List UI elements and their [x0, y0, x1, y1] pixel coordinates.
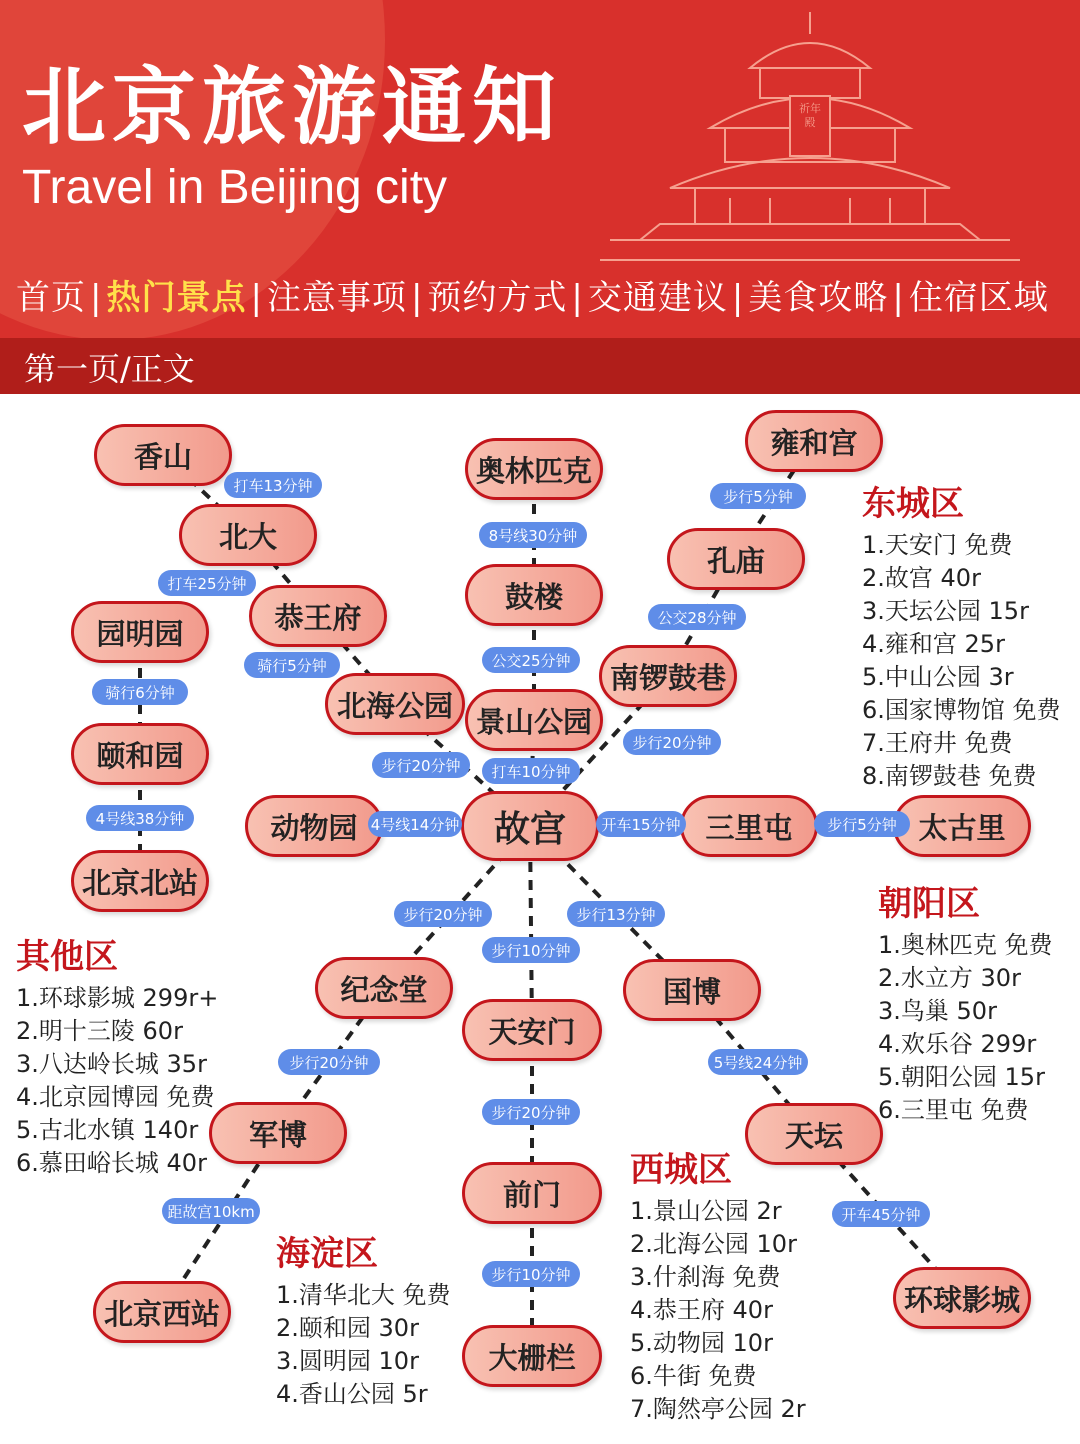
node-tiananmen[interactable]: 天安门 — [462, 999, 602, 1061]
page-label-bar — [0, 338, 1080, 394]
route-label: 步行20分钟 — [372, 752, 470, 778]
route-label: 步行5分钟 — [710, 483, 806, 509]
node-olympic[interactable]: 奥林匹克 — [465, 438, 603, 500]
district-item: 4.雍和宫 25r — [862, 630, 1005, 658]
route-label: 步行5分钟 — [814, 811, 910, 837]
district-item: 1.清华北大 免费 — [276, 1281, 451, 1309]
node-yiheyuan[interactable]: 颐和园 — [71, 723, 209, 785]
node-universal[interactable]: 环球影城 — [893, 1267, 1031, 1329]
nav-item-lodging[interactable]: 住宿区域 — [908, 278, 1049, 318]
district-item: 3.天坛公园 15r — [862, 597, 1029, 625]
district-title: 海淀区 — [276, 1234, 378, 1274]
page-subtitle: Travel in Beijing city — [22, 161, 448, 214]
node-jingshan[interactable]: 景山公园 — [465, 689, 603, 751]
route-label: 步行20分钟 — [623, 729, 721, 755]
node-beijingbei[interactable]: 北京北站 — [71, 850, 209, 912]
district-item: 3.八达岭长城 35r — [16, 1050, 207, 1078]
temple-of-heaven-illustration — [600, 8, 1020, 272]
nav-item-home[interactable]: 首页 — [16, 278, 86, 318]
district-item: 8.南锣鼓巷 免费 — [862, 762, 1037, 790]
district-item: 5.朝阳公园 15r — [878, 1063, 1045, 1091]
header-banner — [0, 0, 1080, 338]
node-gulou[interactable]: 鼓楼 — [465, 564, 603, 626]
route-label: 开车15分钟 — [596, 811, 686, 837]
district-title: 朝阳区 — [878, 884, 980, 924]
node-beida[interactable]: 北大 — [179, 504, 317, 566]
nav-item-food[interactable]: 美食攻略 — [748, 278, 889, 318]
district-item: 4.香山公园 5r — [276, 1380, 428, 1408]
route-label: 4号线38分钟 — [86, 805, 194, 831]
district-item: 6.牛街 免费 — [630, 1362, 757, 1390]
top-nav: 首页|热门景点 | 注意事项 | 预约方式 | 交通建议 | 美食攻略 | 住宿区域 — [16, 270, 1049, 319]
node-kongmiao[interactable]: 孔庙 — [667, 528, 805, 590]
node-junbo[interactable]: 军博 — [209, 1102, 347, 1164]
district-item: 4.恭王府 40r — [630, 1296, 773, 1324]
node-beijingxi[interactable]: 北京西站 — [93, 1281, 231, 1343]
node-sanlitun[interactable]: 三里屯 — [680, 795, 818, 857]
district-title: 西城区 — [630, 1150, 732, 1190]
district-item: 5.动物园 10r — [630, 1329, 773, 1357]
district-item: 6.国家博物馆 免费 — [862, 696, 1061, 724]
route-label: 4号线14分钟 — [368, 811, 462, 837]
district-item: 3.什刹海 免费 — [630, 1263, 781, 1291]
route-label: 8号线30分钟 — [479, 522, 587, 548]
route-label: 步行10分钟 — [482, 1261, 580, 1287]
temple-plaque: 祈年殿 — [799, 102, 821, 129]
route-label: 骑行6分钟 — [92, 679, 188, 705]
node-gongwangfu[interactable]: 恭王府 — [249, 585, 387, 647]
district-other — [16, 929, 218, 1180]
nav-item-notes[interactable]: 注意事项 — [266, 278, 407, 318]
route-label: 步行20分钟 — [278, 1049, 380, 1075]
district-item: 4.北京园博园 免费 — [16, 1083, 215, 1111]
page-title: 北京旅游通知 — [22, 58, 563, 156]
district-chaoyang — [878, 876, 1053, 1127]
district-item: 1.景山公园 2r — [630, 1197, 782, 1225]
district-title: 其他区 — [16, 937, 118, 977]
district-item: 6.慕田峪长城 40r — [16, 1149, 207, 1177]
node-zoo[interactable]: 动物园 — [245, 795, 383, 857]
node-qianmen[interactable]: 前门 — [462, 1162, 602, 1224]
route-label: 步行13分钟 — [567, 901, 665, 927]
district-item: 1.奥林匹克 免费 — [878, 931, 1053, 959]
node-yonghegong[interactable]: 雍和宫 — [745, 410, 883, 472]
route-label: 步行20分钟 — [482, 1099, 580, 1125]
route-label: 打车25分钟 — [158, 570, 256, 596]
node-taikooli[interactable]: 太古里 — [893, 795, 1031, 857]
route-label: 5号线24分钟 — [708, 1049, 808, 1075]
node-tiantan[interactable]: 天坛 — [745, 1103, 883, 1165]
nav-item-hot-spots[interactable]: 热门景点 — [106, 278, 247, 318]
district-item: 2.北海公园 10r — [630, 1230, 797, 1258]
district-item: 6.三里屯 免费 — [878, 1096, 1029, 1124]
node-jinian[interactable]: 纪念堂 — [315, 957, 453, 1019]
route-label: 开车45分钟 — [832, 1201, 930, 1227]
node-gugong[interactable]: 故宫 — [461, 791, 599, 861]
district-title: 东城区 — [862, 484, 964, 524]
route-map — [0, 394, 1080, 1444]
district-item: 1.天安门 免费 — [862, 531, 1013, 559]
district-item: 3.圆明园 10r — [276, 1347, 419, 1375]
node-guobo[interactable]: 国博 — [623, 959, 761, 1021]
node-dashilan[interactable]: 大栅栏 — [462, 1325, 602, 1387]
nav-item-booking[interactable]: 预约方式 — [427, 278, 568, 318]
district-item: 5.中山公园 3r — [862, 663, 1014, 691]
district-dongcheng — [862, 476, 1061, 793]
node-nanluo[interactable]: 南锣鼓巷 — [599, 645, 737, 707]
district-xicheng — [630, 1142, 806, 1426]
district-item: 4.欢乐谷 299r — [878, 1030, 1037, 1058]
route-label: 步行20分钟 — [394, 901, 492, 927]
route-label: 打车13分钟 — [224, 472, 322, 498]
district-item: 5.古北水镇 140r — [16, 1116, 199, 1144]
district-item: 2.水立方 30r — [878, 964, 1021, 992]
district-item: 1.环球影城 299r+ — [16, 984, 219, 1012]
route-label: 距故宫10km — [162, 1198, 260, 1224]
route-label: 骑行5分钟 — [244, 652, 340, 678]
district-item: 2.颐和园 30r — [276, 1314, 419, 1342]
node-xiangshan[interactable]: 香山 — [94, 424, 232, 486]
page-label: 第一页/正文 — [24, 350, 195, 388]
nav-item-transport[interactable]: 交通建议 — [587, 278, 728, 318]
district-item: 3.鸟巢 50r — [878, 997, 997, 1025]
route-label: 公交25分钟 — [482, 647, 580, 673]
district-haidian — [276, 1226, 451, 1411]
route-label: 公交28分钟 — [648, 604, 746, 630]
route-label: 步行10分钟 — [482, 937, 580, 963]
node-yuanmingyuan[interactable]: 园明园 — [71, 601, 209, 663]
node-beihai[interactable]: 北海公园 — [325, 673, 465, 735]
district-item: 7.陶然亭公园 2r — [630, 1395, 806, 1423]
district-item: 2.明十三陵 60r — [16, 1017, 183, 1045]
district-item: 7.王府井 免费 — [862, 729, 1013, 757]
district-item: 2.故宫 40r — [862, 564, 981, 592]
route-label: 打车10分钟 — [482, 758, 580, 784]
